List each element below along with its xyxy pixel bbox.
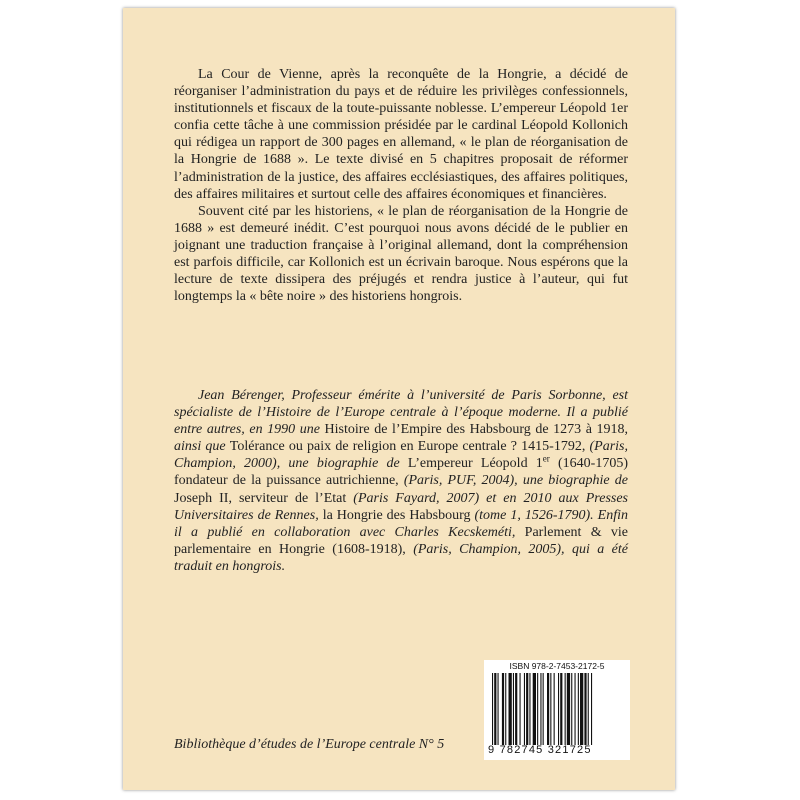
back-cover (123, 8, 675, 790)
bio-text: (Paris Fayard, 2007) et en 2010 aux Presses Universitaires de Rennes, (174, 490, 629, 523)
bio-text: (tome 1, 1526-1790). Enfin il a publié en collaboration avec Charles Kecskeméti, (174, 507, 628, 540)
bio-book-title: Histoire de l’Empire des Habsbourg de 1273 à 1918, (324, 422, 629, 438)
series-title: Bibliothèque d’études de l’Europe centrale N° 5 (174, 737, 445, 752)
book-summary (174, 66, 628, 305)
barcode-digits: 9 782745 321725 (488, 744, 592, 756)
author-biography (174, 387, 628, 575)
bio-book-title: Joseph II, serviteur de l’Etat (174, 490, 347, 506)
isbn-label: ISBN 978-2-7453-2172-5 (509, 661, 605, 671)
bio-text: Jean Bérenger, Professeur émérite à l’université de Paris Sorbonne, est spécialiste de l’Histoire de l’Europe centrale à l’époque moderne. Il a publié entre autres, en 1990 une (174, 388, 628, 438)
summary-paragraph-2: Souvent cité par les historiens, « le plan de réorganisation de la Hongrie de 1688 » est demeuré inédit. C’est pourquoi nous avons décidé de le publier en joignant une traduction française à l’original allemand, dont la compréhension est parfois difficile, car Kollonich est un écrivain baroque. Nous espérons que la lecture de texte dissipera des préjugés et rendra justice à l’auteur, qui fut longtemps la « bête noire » des historiens hongrois. (174, 203, 628, 305)
author-bio-paragraph (174, 387, 628, 575)
isbn-barcode (484, 660, 630, 760)
summary-paragraph-1: La Cour de Vienne, après la reconquête de la Hongrie, a décidé de réorganiser l’administration du pays et de réduire les privilèges confessionnels, institutionnels et fiscaux de la toute-puissante noblesse. L’empereur Léopold 1er confia cette tâche à une commission présidée par le cardinal Léopold Kollonich qui rédigea un rapport de 300 pages en allemand, « le plan de réorganisation de la Hongrie de 1688 ». Le texte divisé en 5 chapitres proposait de réformer l’administration de la justice, des affaires ecclésiastiques, des affaires politiques, des affaires militaires et surtout celle des affaires économiques et financières. (174, 67, 628, 202)
bio-book-title: Tolérance ou paix de religion en Europe centrale ? 1415-1792, (229, 439, 586, 455)
bio-text: (Paris, Champion, 2000), une biographie de (174, 439, 628, 472)
bio-book-title: L’empereur Léopold 1 (407, 456, 543, 472)
bio-text: (Paris, PUF, 2004), une biographie de (398, 473, 628, 489)
bio-text: ainsi que (174, 439, 230, 455)
bio-book-title: la Hongrie des Habsbourg (322, 507, 471, 523)
bio-book-title: Parlement & vie parlementaire en Hongrie (1608-1918), (174, 524, 628, 557)
barcode-bars-icon (492, 673, 624, 745)
bio-book-title-superscript: er (542, 453, 550, 464)
bio-book-title: (1640-1705) fondateur de la puissance autrichienne, (174, 456, 628, 489)
bio-text: (Paris, Champion, 2005), qui a été traduit en hongrois. (174, 541, 628, 574)
